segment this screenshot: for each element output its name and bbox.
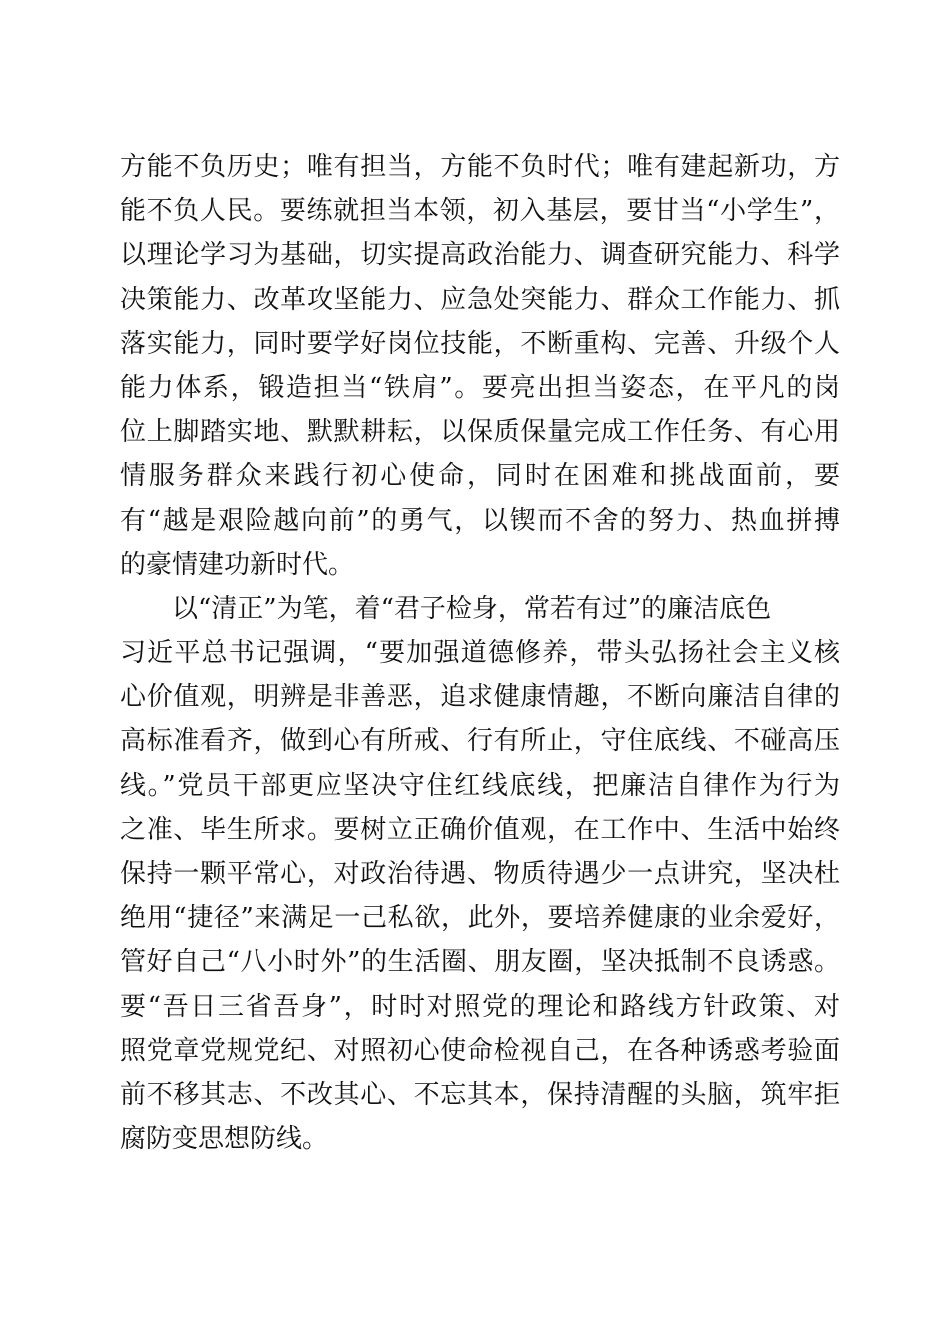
paragraph-2-line: 腐防变思想防线。: [120, 1124, 329, 1155]
paragraph-1-line: 有“越是艰险越向前”的勇气，以锲而不舍的努力、热血拼搏: [120, 505, 840, 536]
paragraph-2-line: 前不移其志、不改其心、不忘其本，保持清醒的头脑，筑牢拒: [120, 1079, 840, 1110]
paragraph-2-line: 绝用“捷径”来满足一己私欲，此外，要培养健康的业余爱好，: [120, 903, 840, 934]
paragraph-1-line: 的豪情建功新时代。: [120, 549, 355, 580]
paragraph-1-line: 以理论学习为基础，切实提高政治能力、调查研究能力、科学: [120, 240, 840, 271]
paragraph-2-line: 管好自己“八小时外”的生活圈、朋友圈，坚决抵制不良诱惑。: [120, 947, 840, 978]
paragraph-2-line: 线。”党员干部更应坚决守住红线底线，把廉洁自律作为行为: [120, 770, 840, 801]
paragraph-1-line: 能力体系，锻造担当“铁肩”。要亮出担当姿态，在平凡的岗: [120, 372, 840, 403]
paragraph-1-line: 决策能力、改革攻坚能力、应急处突能力、群众工作能力、抓: [120, 284, 840, 315]
paragraph-1-line: 能不负人民。要练就担当本领，初入基层，要甘当“小学生”，: [120, 196, 840, 227]
paragraph-2-line: 高标准看齐，做到心有所戒、行有所止，守住底线、不碰高压: [120, 726, 840, 757]
paragraph-2-line: 心价值观，明辨是非善恶，追求健康情趣，不断向廉洁自律的: [120, 682, 840, 713]
paragraph-1-line: 落实能力，同时要学好岗位技能，不断重构、完善、升级个人: [120, 328, 840, 359]
paragraph-2-line: 要“吾日三省吾身”，时时对照党的理论和路线方针政策、对: [120, 991, 840, 1022]
paragraph-2-line: 之准、毕生所求。要树立正确价值观，在工作中、生活中始终: [120, 814, 840, 845]
paragraph-1-line: 方能不负历史；唯有担当，方能不负时代；唯有建起新功，方: [120, 152, 840, 182]
section-heading: 以“清正”为笔，着“君子检身，常若有过”的廉洁底色: [172, 593, 772, 624]
paragraph-2-line: 习近平总书记强调，“要加强道德修养，带头弘扬社会主义核: [120, 638, 840, 669]
body-text: [120, 145, 840, 1161]
paragraph-1-line: 位上脚踏实地、默默耕耘，以保质保量完成工作任务、有心用: [120, 417, 840, 448]
paragraph-2-line: 照党章党规党纪、对照初心使命检视自己，在各种诱惑考验面: [120, 1035, 840, 1066]
paragraph-2-line: 保持一颗平常心，对政治待遇、物质待遇少一点讲究，坚决杜: [120, 859, 840, 889]
paragraph-1-line: 情服务群众来践行初心使命，同时在困难和挑战面前，要: [120, 461, 840, 492]
